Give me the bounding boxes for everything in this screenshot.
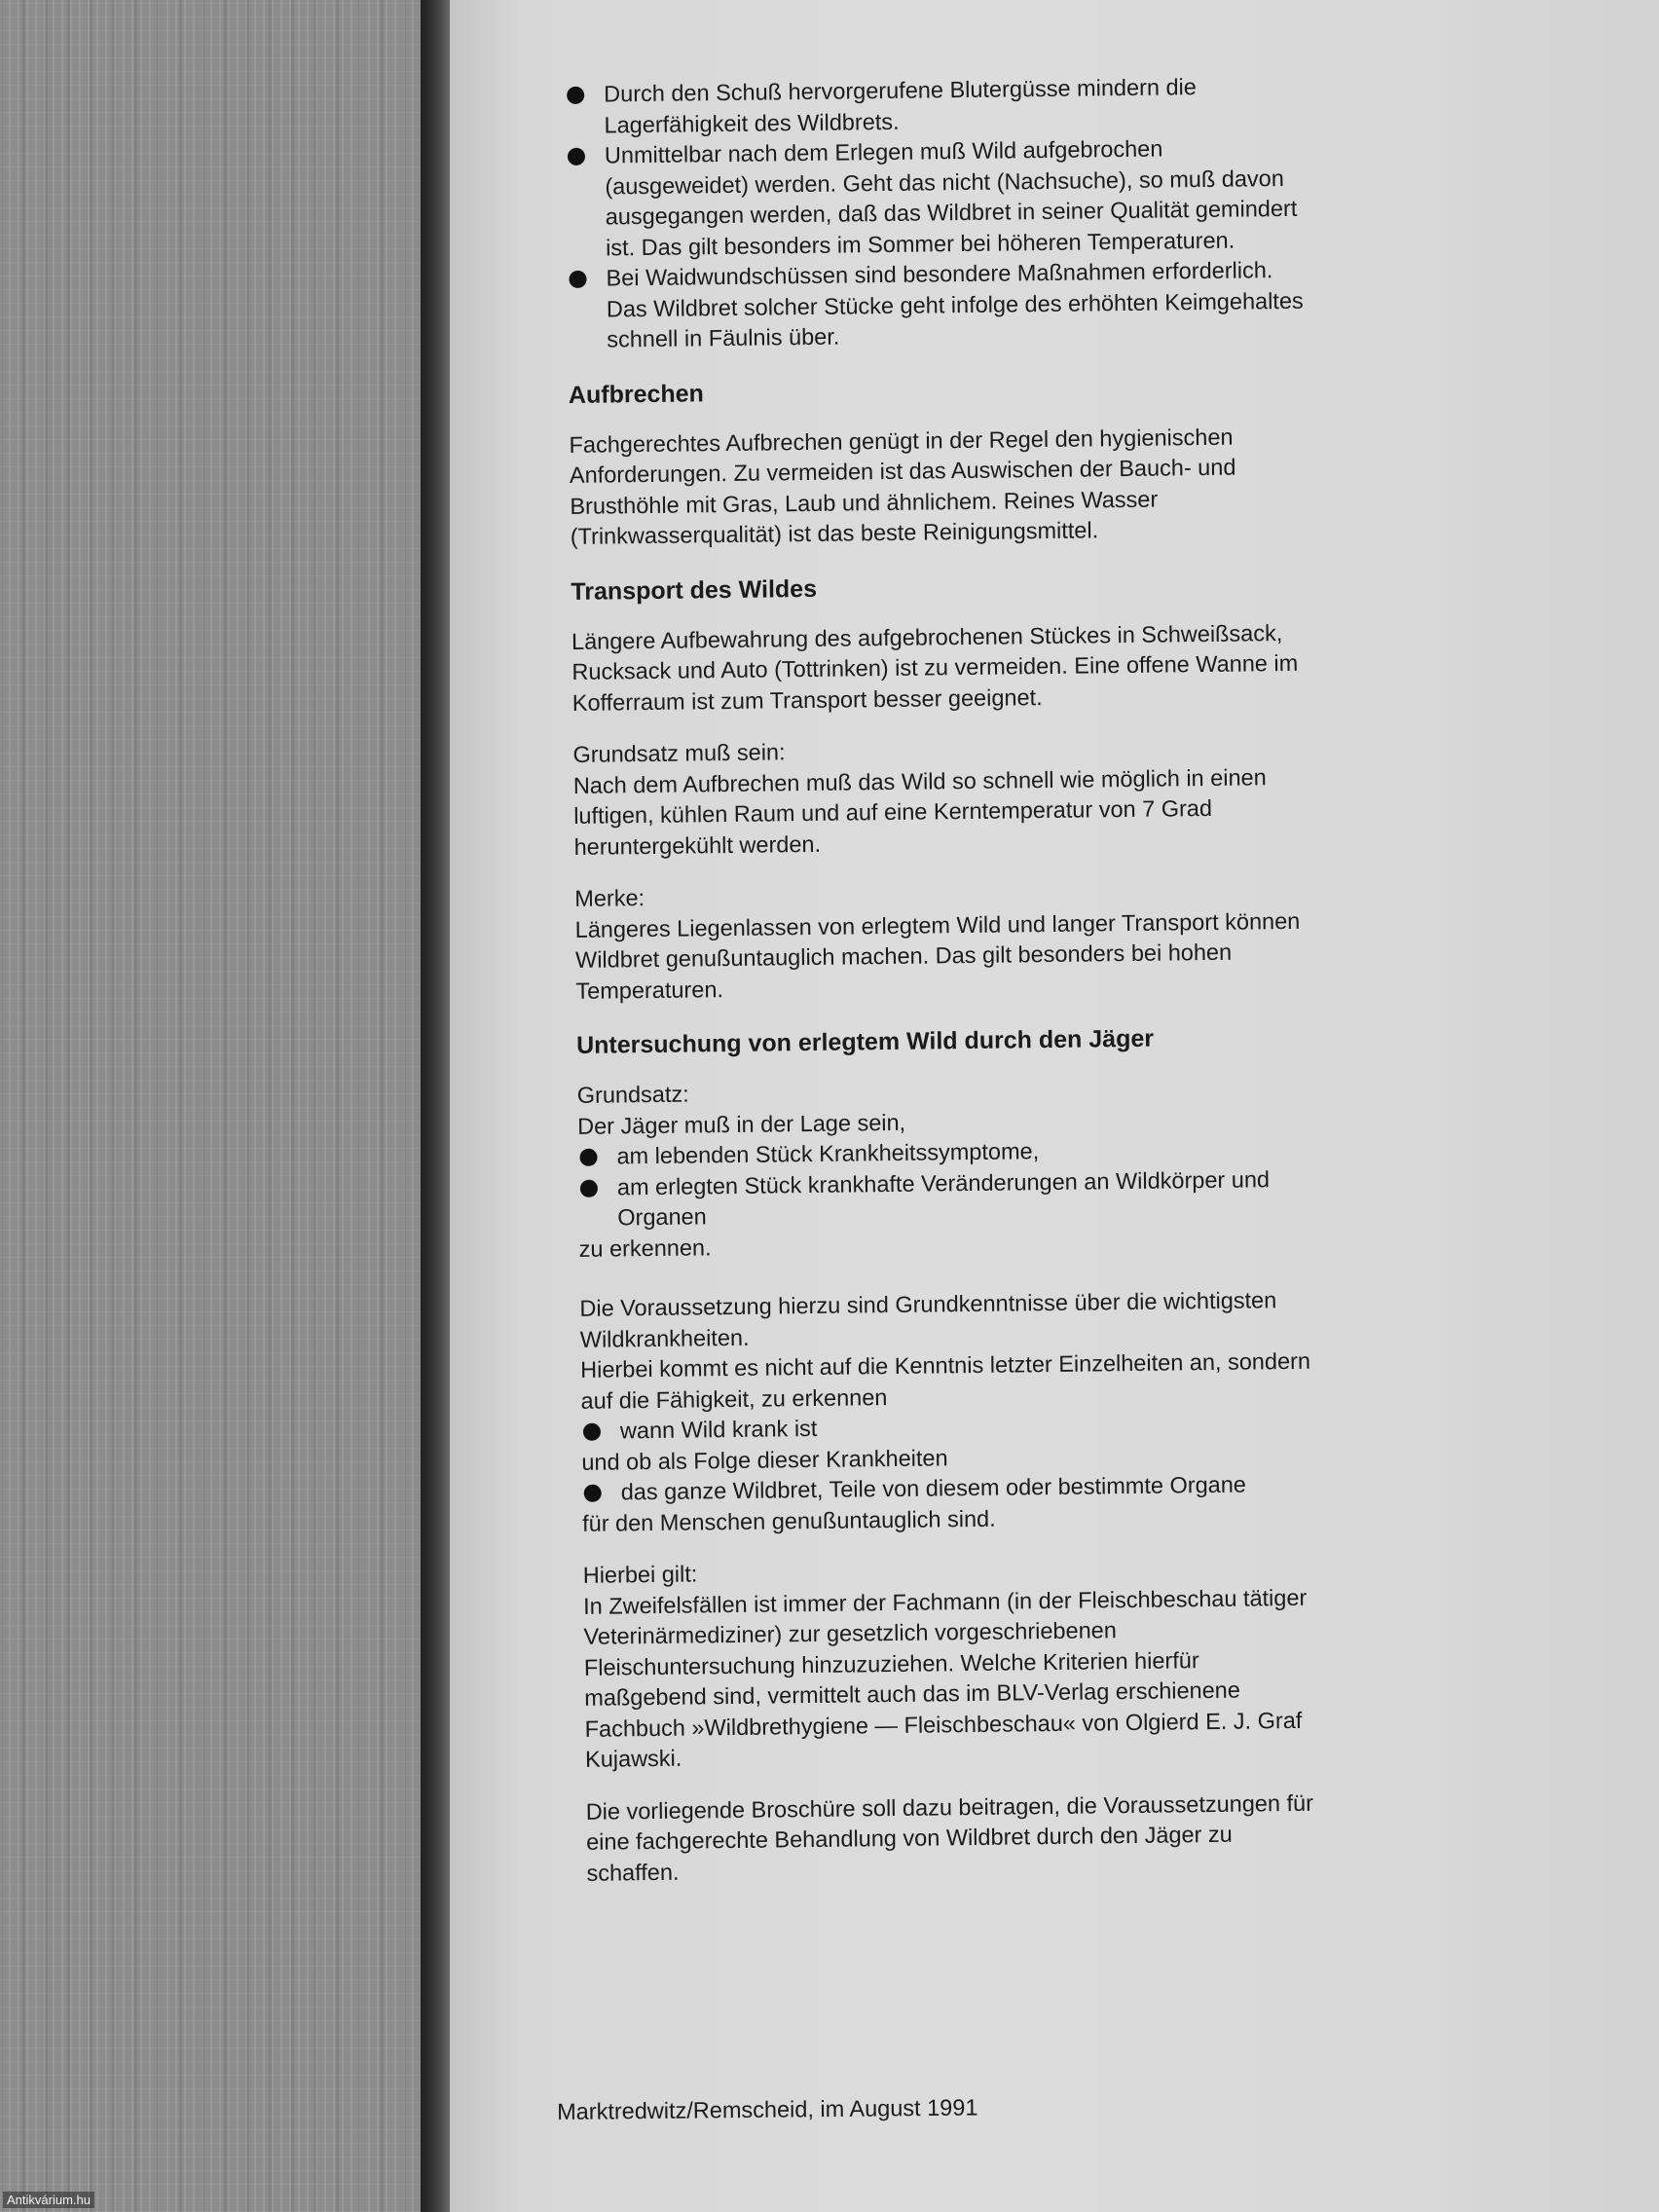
paragraph-voraussetzung: Die Voraussetzung hierzu sind Grundkenntnisse über die wichtigsten Wildkrankheiten.	[579, 1287, 1277, 1352]
footer-place-date: Marktredwitz/Remscheid, im August 1991	[557, 2094, 978, 2124]
paragraph-schluss: Die vorliegende Broschüre soll dazu beitragen, die Voraussetzungen für eine fachgerechte Behandlung von Wildbret durch den Jäger zu schaffen.	[585, 1789, 1314, 1886]
paragraph-intro: Der Jäger muß in der Lage sein,	[576, 1109, 906, 1139]
bullet-dot-icon	[567, 87, 584, 104]
paragraph-transport: Längere Aufbewahrung des aufgebrochenen Stückes in Schweißsack, Rucksack und Auto (Tottrinken) ist zu vermeiden. Eine offene Wanne im Kofferraum ist zum Transport besser geeignet.	[571, 619, 1299, 716]
bullet-dot-icon	[569, 271, 586, 288]
bullet-dot-icon	[584, 1485, 602, 1502]
list-item: am erlegten Stück krankhafte Veränderungen an Wildkörper und Organen	[578, 1163, 1319, 1234]
heading-aufbrechen: Aufbrechen	[568, 379, 705, 409]
bullet-dot-icon	[568, 148, 585, 166]
label-grundsatz-untersuchung: Grundsatz:	[576, 1081, 689, 1108]
list-item: Bei Waidwundschüssen sind besondere Maßnahmen erforderlich. Das Wildbret solcher Stücke geht infolge des erhöhten Keimgehaltes schnell in Fäulnis über.	[567, 255, 1308, 356]
paragraph-grundsatz-transport: Nach dem Aufbrechen muß das Wild so schnell wie möglich in einen luftigen, kühlen Raum und auf eine Kerntemperatur von 7 Grad heruntergekühlt werden.	[572, 763, 1267, 860]
list-item: das ganze Wildbret, Teile von diesem oder bestimmte Organe	[582, 1469, 1322, 1509]
paragraph-merke: Längeres Liegenlassen von erlegtem Wild und langer Transport können Wildbret genußuntauglich machen. Das gilt besonders bei hohen Temperaturen.	[574, 907, 1301, 1004]
list-item: Unmittelbar nach dem Erlegen muß Wild aufgebrochen (ausgeweidet) werden. Geht das nicht (Nachsuche), so muß davon ausgegangen werden, daß das Wildbret in seiner Qualität gemindert ist. Das gilt besonders im Sommer bei höheren Temperaturen.	[566, 132, 1307, 264]
paragraph-zu-erkennen: zu erkennen.	[578, 1234, 712, 1262]
paragraph-hierbei-gilt: In Zweifelsfällen ist immer der Fachmann (in der Fleischbeschau tätiger Veterinärmediziner) zur gesetzlich vorgeschriebenen Fleischuntersuchung hinzuzuziehen. Welche Kriterien hierfür maßgebend sind, vermittelt auch das im BLV-Verlag erschienene Fachbuch »Wildbrethygiene — Fleischbeschau« von Olgierd E. J. Graf Kujawski.	[582, 1584, 1308, 1772]
bullet-dot-icon	[579, 1149, 597, 1166]
paragraph-aufbrechen: Fachgerechtes Aufbrechen genügt in der Regel den hygienischen Anforderungen. Zu vermeiden ist das Auswischen der Bauch- und Brusthöhle mit Gras, Laub und ähnlichem. Reines Wasser (Trinkwasserqualität) ist das beste Reinigungsmittel.	[569, 424, 1236, 549]
page-content	[565, 71, 1327, 1889]
bullet-dot-icon	[583, 1423, 601, 1441]
paragraph-und-ob: und ob als Folge dieser Krankheiten	[581, 1444, 948, 1475]
book-spine	[421, 0, 450, 2212]
document-page	[450, 0, 1659, 2212]
label-merke: Merke:	[574, 885, 645, 911]
heading-transport: Transport des Wildes	[571, 574, 818, 606]
bullet-list-symptome	[577, 1133, 1318, 1235]
list-item: Durch den Schuß hervorgerufene Blutergüsse mindern die Lagerfähigkeit des Wildbrets.	[565, 71, 1306, 141]
wooden-table-background	[0, 0, 421, 2212]
list-item: am lebenden Stück Krankheitssymptome,	[577, 1133, 1317, 1173]
watermark: Antikvárium.hu	[3, 2192, 94, 2208]
paragraph-fuer-menschen: für den Menschen genußuntauglich sind.	[581, 1505, 996, 1536]
bullet-dot-icon	[580, 1179, 598, 1197]
label-grundsatz-transport: Grundsatz muß sein:	[572, 739, 786, 767]
list-item: wann Wild krank ist	[581, 1408, 1321, 1448]
bullet-list-top	[565, 71, 1308, 356]
label-hierbei-gilt: Hierbei gilt:	[582, 1561, 698, 1588]
paragraph-hierbei-kommt: Hierbei kommt es nicht auf die Kenntnis letzter Einzelheiten an, sondern auf die Fähigkeit, zu erkennen	[580, 1347, 1311, 1414]
heading-untersuchung: Untersuchung von erlegtem Wild durch den Jäger	[575, 1024, 1155, 1059]
